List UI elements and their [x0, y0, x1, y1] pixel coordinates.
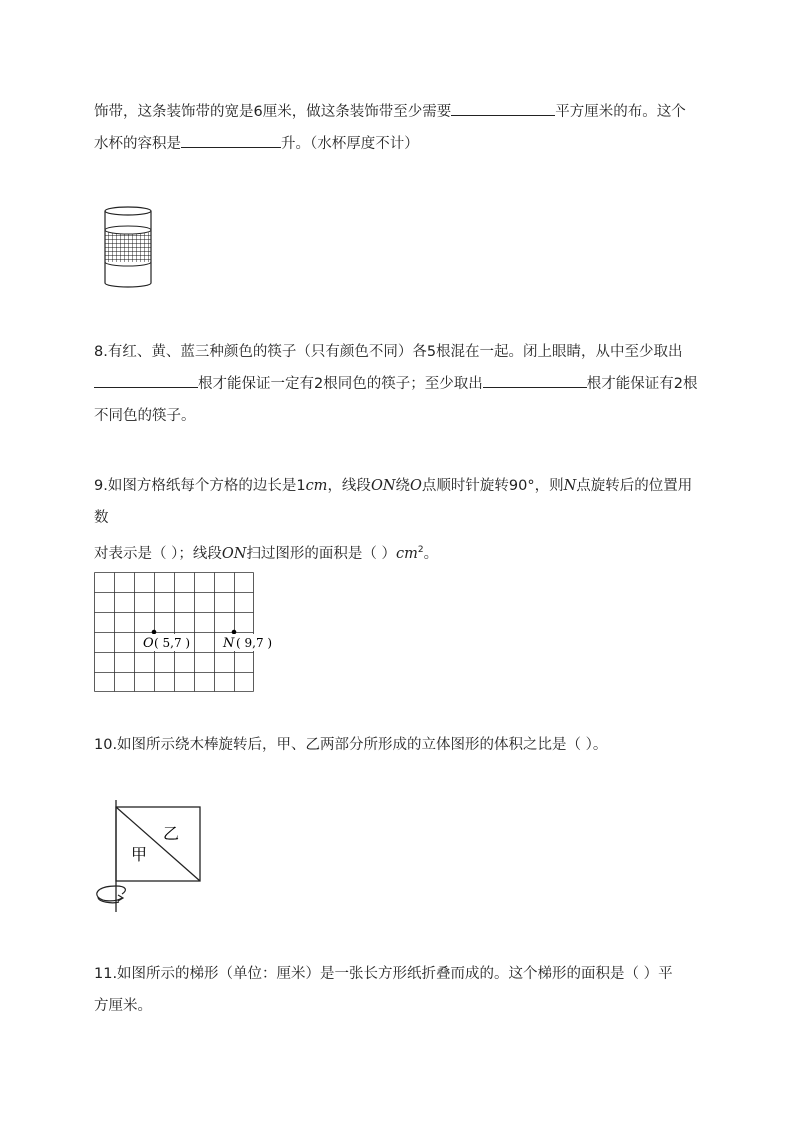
- rectangle-diagonal: [116, 807, 200, 881]
- q11-line-1: 11.如图所示的梯形（单位：厘米）是一张长方形纸折叠而成的。这个梯形的面积是（ ）平: [94, 966, 673, 982]
- q7-line1-b: 平方厘米的布。这个: [555, 104, 686, 120]
- q8-text: [94, 336, 704, 432]
- cup-base: [105, 283, 151, 287]
- q10-line-1: 10.如图所示绕木棒旋转后，甲、乙两部分所形成的立体图形的体积之比是（ ）。: [94, 737, 608, 753]
- q7-line1-a: 饰带，这条装饰带的宽是6厘米，做这条装饰带至少需要: [94, 104, 452, 120]
- q9-line-1: [94, 470, 704, 534]
- point-n: [232, 630, 237, 635]
- point-o-label: O: [143, 636, 154, 651]
- q8-answer-blank-1[interactable]: [94, 369, 198, 388]
- rotation-figure: [90, 798, 210, 918]
- q8-line-1: 8.有红、黄、蓝三种颜色的筷子（只有颜色不同）各5根混在一起。闭上眼睛，从中至少取出: [94, 344, 683, 360]
- q9-text: [94, 470, 704, 570]
- q8-line-2: [94, 368, 704, 400]
- q9-p1: 9.如图方格纸每个方格的边长是1: [94, 478, 306, 494]
- cup-band-top-edge: [105, 226, 151, 234]
- q9-p2: ，线段: [327, 478, 371, 494]
- q9-line2-a: 对表示是（ ）；线段: [94, 545, 222, 562]
- q9-p4: 点顺时针旋转90°，则: [421, 478, 564, 494]
- point-n-label: N: [223, 636, 235, 651]
- point-o: [152, 630, 157, 635]
- q9-o: O: [410, 478, 422, 494]
- point-n-coord: ( 9,7 ): [236, 636, 273, 650]
- q9-line2-b: 扫过图形的面积是（ ）: [246, 545, 397, 562]
- q9-line2-seg: ON: [221, 545, 247, 562]
- label-jia: 甲: [131, 845, 148, 864]
- q8-line2-a: 根才能保证一定有2根同色的筷子；至少取出: [198, 376, 483, 392]
- cup-band: [105, 230, 151, 262]
- q9-line2-exp: 2: [417, 545, 424, 555]
- q9-n: N: [563, 478, 577, 494]
- grid-lines: [95, 573, 254, 692]
- cup-figure: [100, 203, 156, 291]
- q7-line-2: [94, 128, 704, 160]
- q7-text: [94, 96, 704, 160]
- q10-text: [94, 729, 704, 761]
- q8-answer-blank-2[interactable]: [483, 369, 587, 388]
- q7-line2-b: 升。（水杯厚度不计）: [281, 136, 419, 152]
- q9-seg: ON: [370, 478, 396, 494]
- cup-band-bottom-edge: [105, 262, 151, 266]
- q8-line2-b: 根才能保证有2根: [586, 376, 698, 392]
- q7-answer-blank-1[interactable]: [451, 97, 555, 116]
- q9-p5: 点旋转后的位置用数: [94, 478, 693, 526]
- q7-answer-blank-2[interactable]: [181, 129, 281, 148]
- q9-p3: 绕: [395, 478, 411, 494]
- q9-line-2: [94, 534, 704, 570]
- grid-figure: [94, 572, 294, 694]
- q11-line-2: 方厘米。: [94, 998, 152, 1014]
- label-yi: 乙: [163, 824, 180, 843]
- q8-line-3: 不同色的筷子。: [94, 408, 196, 424]
- q7-line2-a: 水杯的容积是: [94, 136, 181, 152]
- q11-text: [94, 958, 704, 1022]
- q9-line2-unit: cm: [396, 545, 418, 562]
- q9-line2-c: 。: [423, 545, 439, 562]
- point-o-coord: ( 5,7 ): [154, 636, 191, 650]
- q7-line-1: [94, 96, 704, 128]
- rotation-arrow-icon: [97, 886, 126, 903]
- cup-rim: [105, 207, 151, 215]
- q9-unit: cm: [305, 478, 328, 494]
